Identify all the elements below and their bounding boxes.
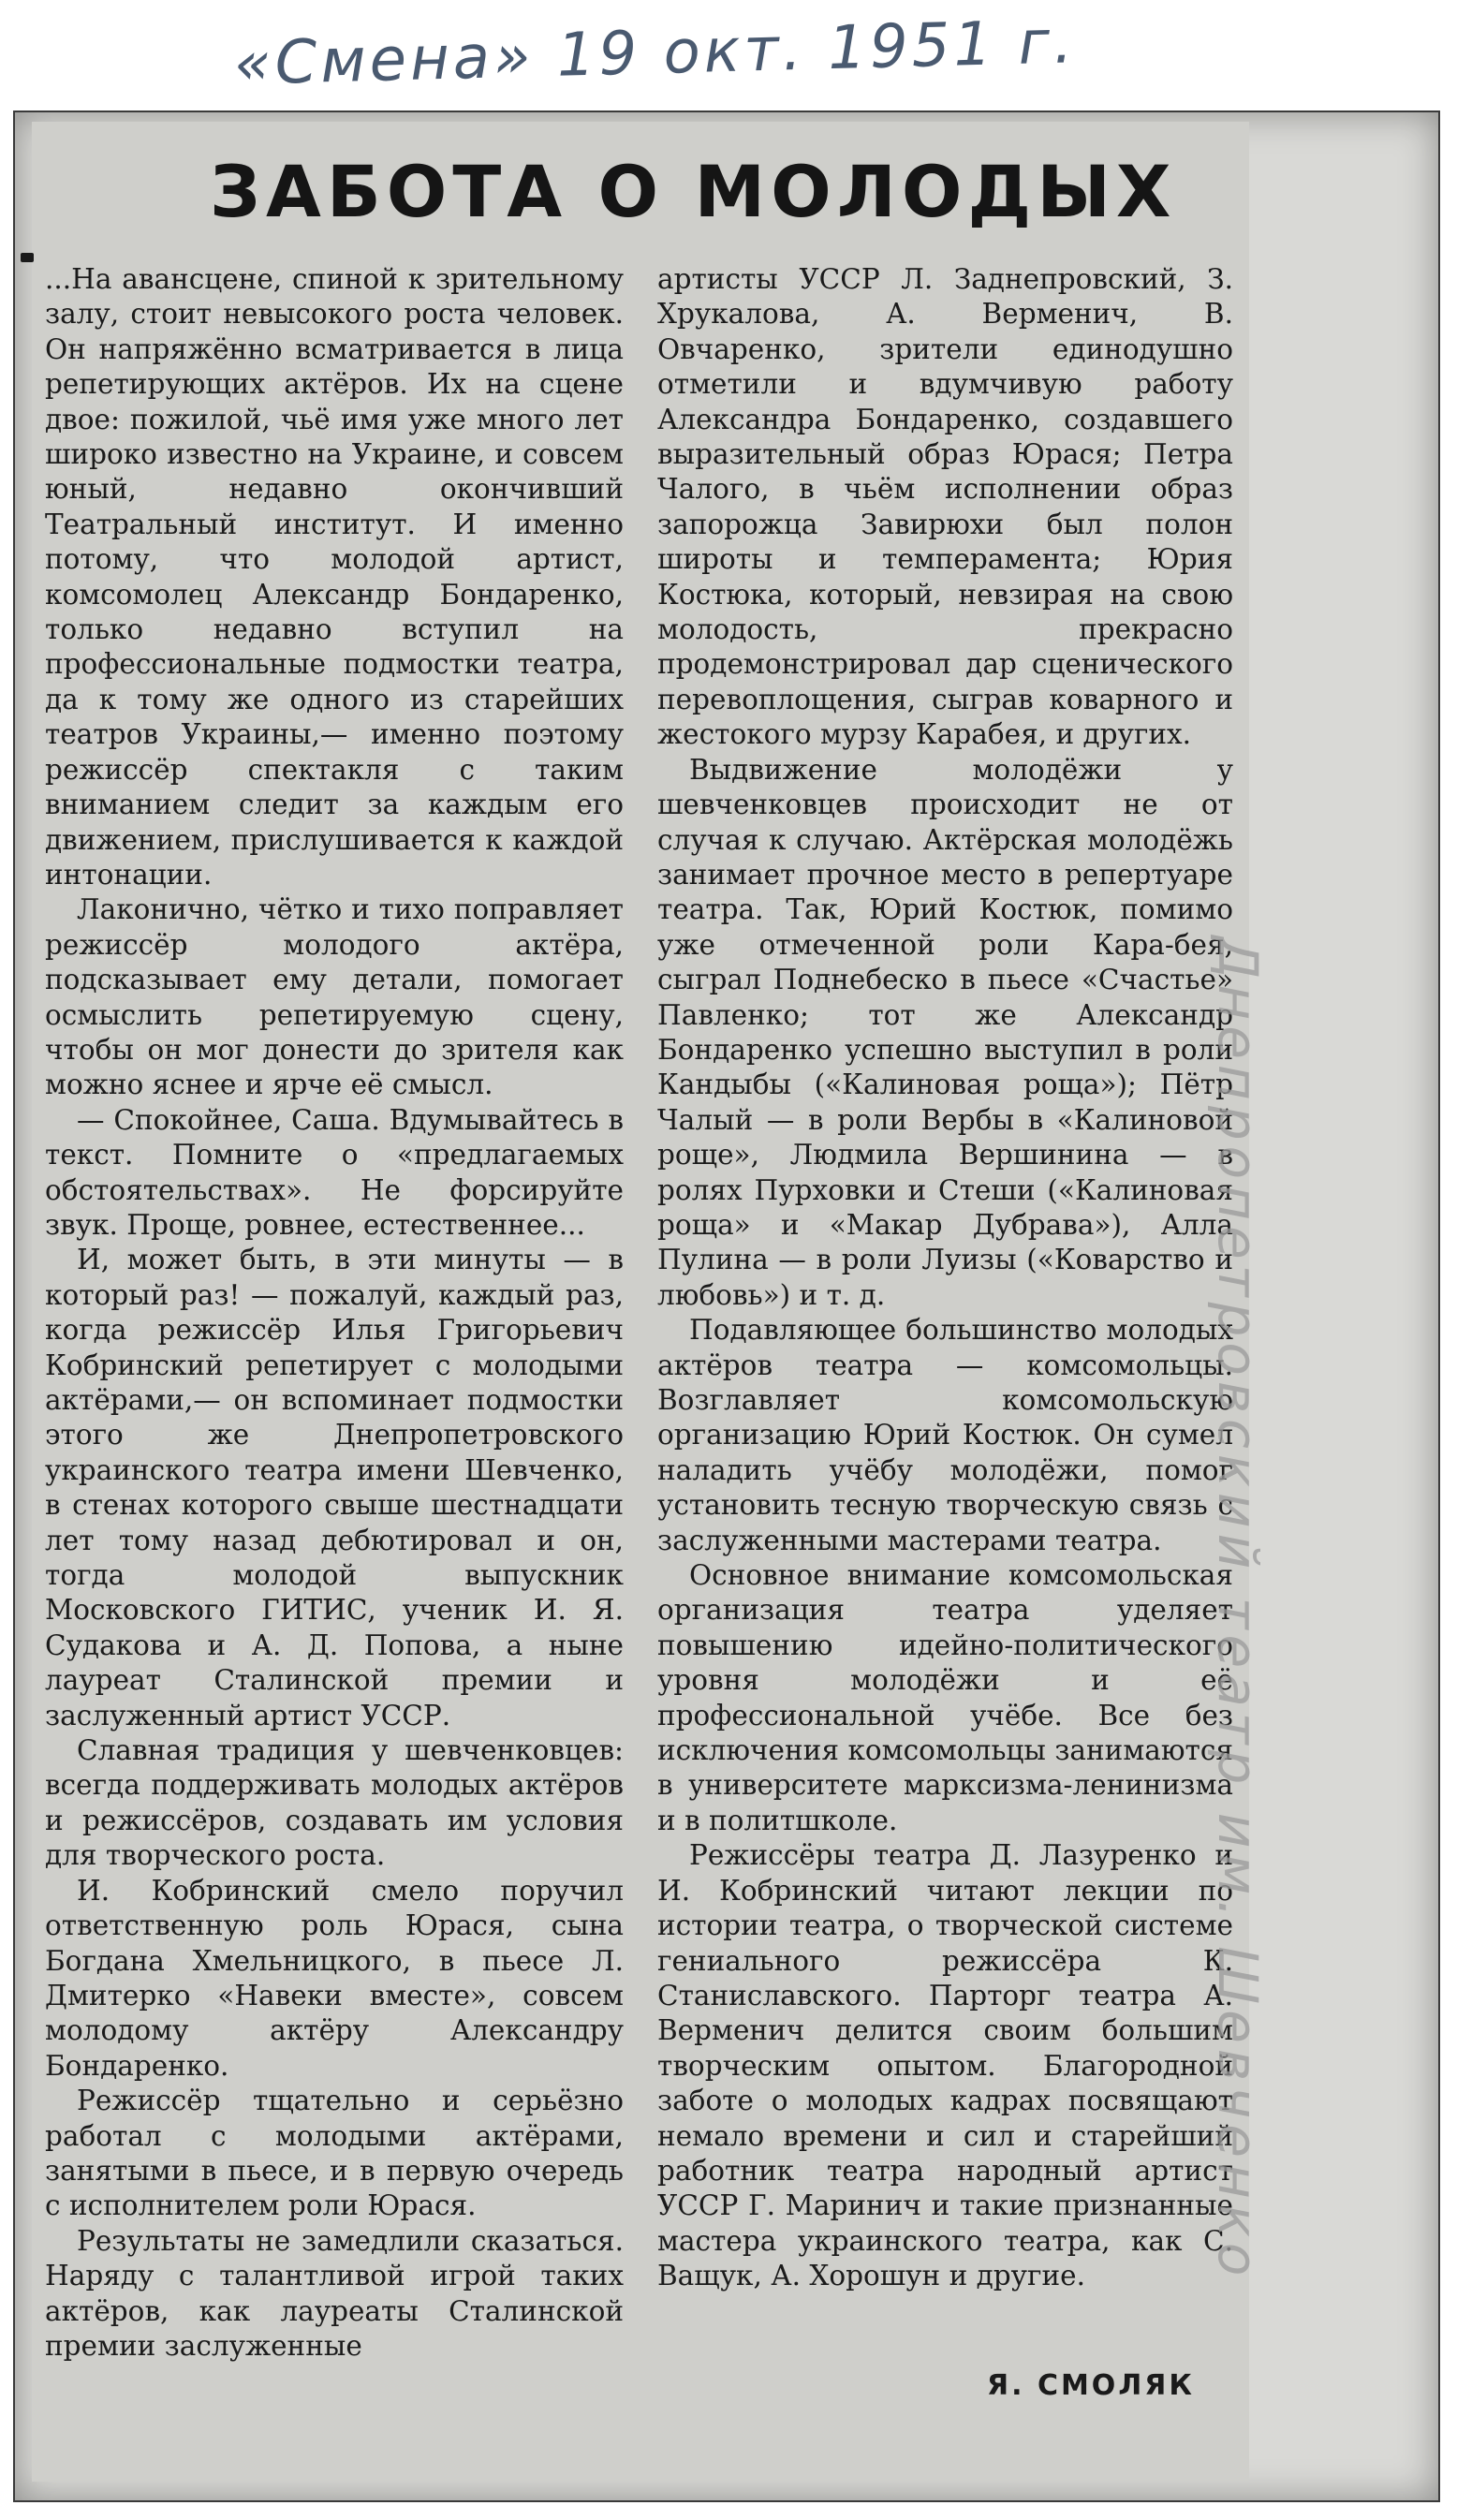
newspaper-clipping: [13, 111, 1440, 2502]
paragraph: Лаконично, чётко и тихо поправляет режиссёр молодого актёра, подсказывает ему детали, помогает осмыслить репетируемую сцену, чтобы он мог донести до зрителя как можно яснее и ярче её смысл.: [45, 893, 624, 1101]
paragraph: И. Кобринский смело поручил ответственную роль Юрася, сына Богдана Хмельницкого, в пьесе Л. Дмитерко «Навеки вместе», совсем молодому актёру Александру Бондаренко.: [45, 1874, 624, 2082]
handwritten-side-note: Днепропетровский театр им. Шевченко: [1206, 936, 1270, 2282]
author-signature: Я. СМОЛЯК: [987, 2369, 1195, 2402]
paragraph: Подавляющее большинство молодых актёров театра — комсомольцы. Возглавляет комсомольскую организацию Юрий Костюк. Он сумел наладить учёбу молодёжи, помог установить тесную творческую связь с заслуженными мастерами театра.: [657, 1314, 1233, 1556]
left-text-column: [45, 262, 624, 2364]
paragraph: Славная традиция у шевченковцев: всегда поддерживать молодых актёров и режиссёров, создавать им условия для творческого роста.: [45, 1734, 624, 1872]
article-headline: ЗАБОТА О МОЛОДЫХ: [210, 150, 1177, 233]
paragraph: ...На авансцене, спиной к зрительному залу, стоит невысокого роста человек. Он напряжённо всматривается в лица репетирующих актёров. Их на сцене двое: пожилой, чьё имя уже много лет широко известно на Украине, и совсем юный, недавно окончивший Театральный институт. И именно потому, что молодой артист, комсомолец Александр Бондаренко, только недавно вступил на профессиональные подмостки театра, да к тому же одного из старейших театров Украины,— именно поэтому режиссёр спектакля с таким вниманием следит за каждым его движением, прислушивается к каждой интонации.: [45, 263, 624, 891]
paragraph: Выдвижение молодёжи у шевченковцев происходит не от случая к случаю. Актёрская молодёжь занимает прочное место в репертуаре театра. Так, Юрий Костюк, помимо уже отмеченной роли Кара-бея, сыграл Поднебеско в пьесе «Счастье» Павленко; тот же Александр Бондаренко успешно выступил в роли Кандыбы («Калиновая роща»); Пётр Чалый — в роли Вербы в «Калиновой роще», Людмила Вершинина — в ролях Пурховки и Стеши («Калиновая роща» и «Макар Дубрава»), Алла Пулина — в роли Луизы («Коварство и любовь») и т. д.: [657, 753, 1233, 1311]
paragraph: — Спокойнее, Саша. Вдумывайтесь в текст. Помните о «предлагаемых обстоятельствах». Не форсируйте звук. Проще, ровнее, естественнее...: [45, 1103, 624, 1241]
paragraph: Результаты не замедлили сказаться. Наряду с талантливой игрой таких актёров, как лауреаты Сталинской премии заслуженные: [45, 2224, 624, 2362]
paragraph: Режиссёр тщательно и серьёзно работал с молодыми актёрами, занятыми в пьесе, и в первую очередь с исполнителем роли Юрася.: [45, 2085, 624, 2222]
paragraph: артисты УССР Л. Заднепровский, З. Хрукалова, А. Верменич, В. Овчаренко, зрители единодушно отметили и вдумчивую работу Александра Бондаренко, создавшего выразительный образ Юрася; Петра Чалого, в чьём исполнении образ запорожца Завирюхи был полон широты и темперамента; Юрия Костюка, который, невзирая на свою молодость, прекрасно продемонстрировал дар сценического перевоплощения, сыграв коварного и жестокого мурзу Карабея, и других.: [657, 263, 1233, 751]
paragraph: И, может быть, в эти минуты — в который раз! — пожалуй, каждый раз, когда режиссёр Илья Григорьевич Кобринский репетирует с молодыми актёрами,— он вспоминает подмостки этого же Днепропетровского украинского театра имени Шевченко, в стенах которого свыше шестнадцати лет тому назад дебютировал и он, тогда молодой выпускник Московского ГИТИС, ученик И. Я. Судакова и А. Д. Попова, а ныне лауреат Сталинской премии и заслуженный артист УССР.: [45, 1244, 624, 1732]
paragraph: Основное внимание комсомольская организация театра уделяет повышению идейно-политического уровня молодёжи и её профессиональной учёбе. Все без исключения комсомольцы занимаются в университете марксизма-ленинизма и в политшколе.: [657, 1559, 1233, 1836]
staple-mark: [21, 253, 34, 262]
newspaper-paper: [32, 122, 1249, 2482]
handwritten-date-note: «Смена» 19 окт. 1951 г.: [233, 7, 1078, 99]
paragraph: Режиссёры театра Д. Лазуренко и И. Кобринский читают лекции по истории театра, о творческой системе гениального режиссёра К. Станиславского. Парторг театра А. Верменич делится своим большим творческим опытом. Благородной заботе о молодых кадрах посвящают немало времени и сил и старейший работник театра народный артист УССР Г. Маринич и такие признанные мастера украинского театра, как С. Ващук, А. Хорошун и другие.: [657, 1839, 1233, 2292]
right-text-column: [657, 262, 1233, 2294]
